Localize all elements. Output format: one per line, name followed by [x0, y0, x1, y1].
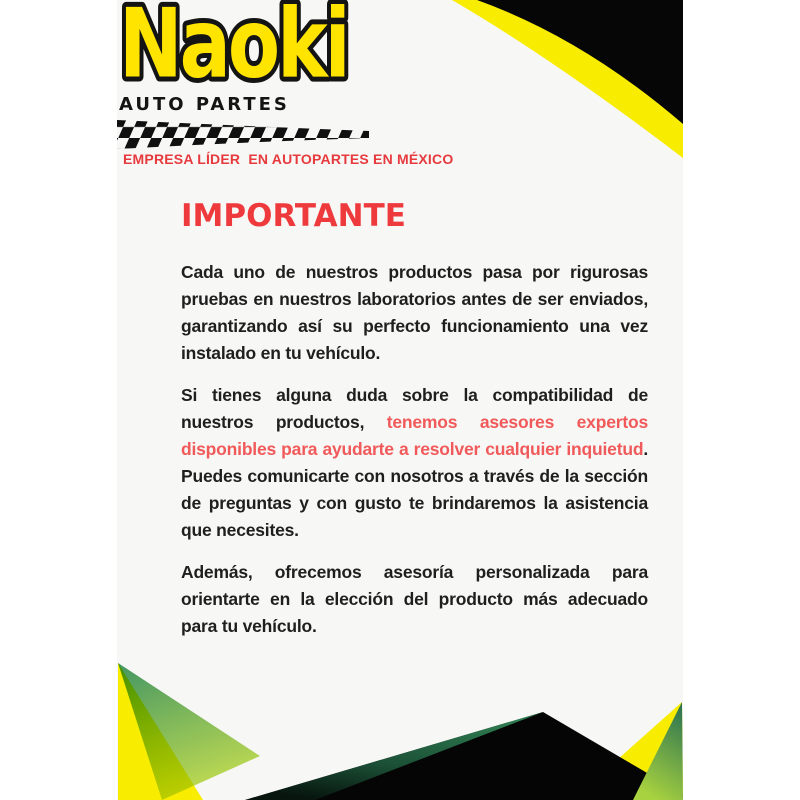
logo-subtext: AUTO PARTES [119, 94, 290, 115]
paragraph-compatibility-highlight: tenemos asesores expertos disponibles para ayudarte a resolver cualquier inquietud [181, 412, 648, 459]
logo-text: Naoki [119, 0, 348, 100]
flyer-canvas [117, 0, 683, 800]
paragraph-compatibility-start: Si tienes alguna duda sobre la compatibilidad de nuestros productos, [181, 385, 648, 432]
brand-tagline: EMPRESA LÍDER EN AUTOPARTES EN MÉXICO [123, 151, 454, 167]
checkered-flag-icon [117, 116, 369, 152]
paragraph-compatibility [181, 382, 648, 544]
paragraph-advice: Además, ofrecemos asesoría personalizada para orientarte en la elección del producto más adecuado para tu vehículo. [181, 562, 648, 636]
paragraph-compatibility-end: . Puedes comunicarte con nosotros a través de la sección de preguntas y con gusto te brindaremos la asistencia que necesites. [181, 439, 648, 540]
paragraph-quality: Cada uno de nuestros productos pasa por rigurosas pruebas en nuestros laboratorios antes de ser enviados, garantizando así su perfecto funcionamiento una vez instalado en tu vehículo. [181, 262, 648, 363]
page-title: IMPORTANTE [181, 198, 406, 234]
corner-curve-decoration [452, 0, 683, 160]
main-copy [181, 198, 648, 655]
bottom-triangles-decoration [117, 660, 683, 800]
naoki-logo [117, 0, 365, 100]
